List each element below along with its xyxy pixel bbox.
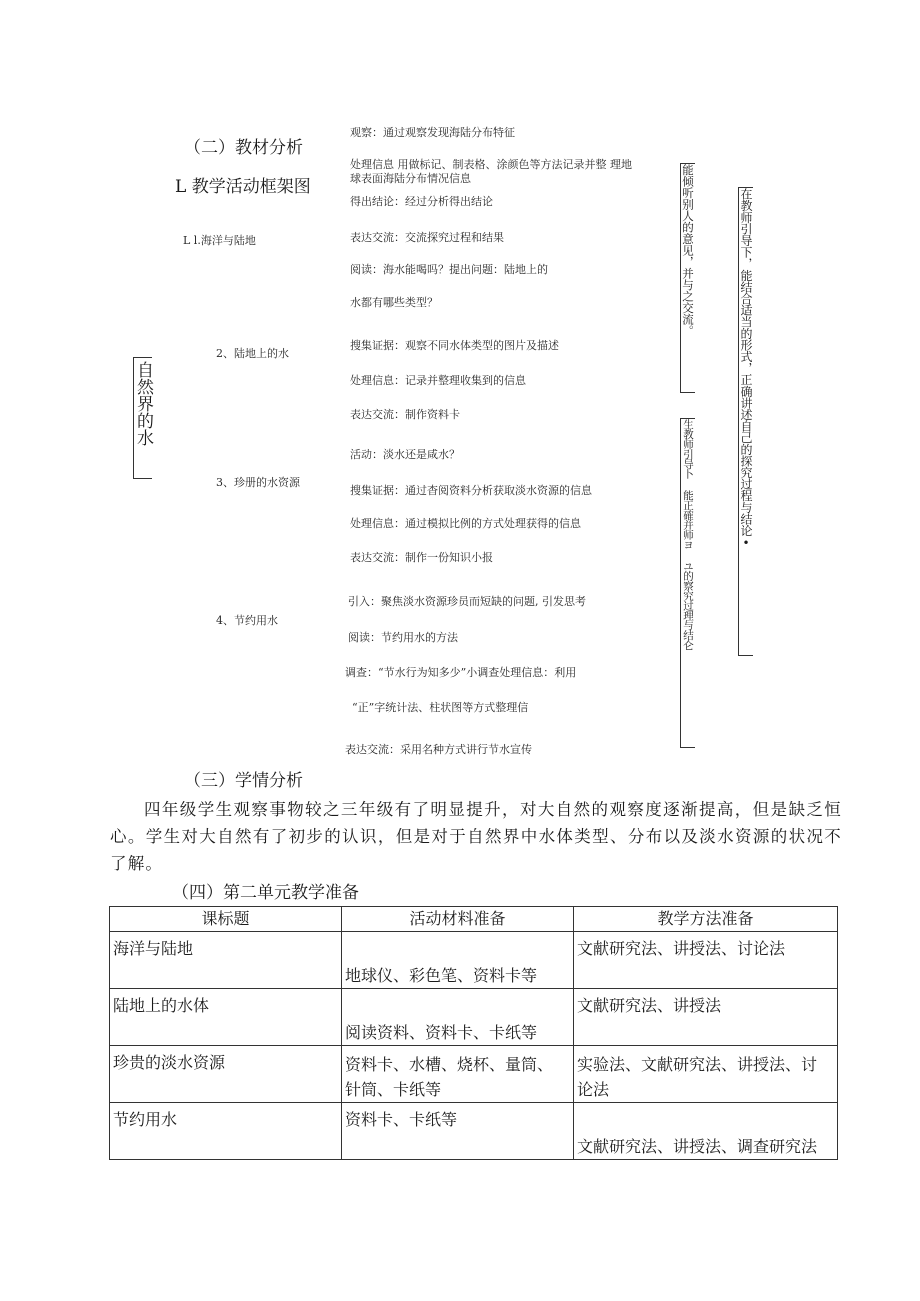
section-prep-heading: （四）第二单元教学准备: [172, 883, 359, 903]
table-header-row: [110, 907, 838, 932]
topic-water-resources: 3、珍册的水资源: [216, 476, 300, 489]
activity-line: 搜集证据：观察不同水体类型的图片及描述: [350, 339, 559, 352]
students-paragraph: 四年级学生观察事物较之三年级有了明显提升，对大自然的观察度逐渐提高，但是缺乏恒心。学生对大自然有了初步的认识，但是对于自然界中水体类型、分布以及淡水资源的状况不了解。: [110, 800, 842, 873]
row-title: 海洋与陆地: [113, 939, 194, 958]
topic-save-water: 4、节约用水: [216, 614, 278, 627]
activity-line: 处理信息：通过模拟比例的方式处理获得的信息: [350, 517, 581, 530]
activity-line: “正”字统计法、柱状图等方式整理信: [352, 701, 529, 714]
goal-box-listen: [680, 163, 695, 393]
goal-box-guided: [680, 418, 695, 748]
row-materials: 阅读资料、资料卡、卡纸等: [345, 1023, 538, 1042]
row-title: 珍贵的淡水资源: [113, 1053, 226, 1072]
table-row: [110, 1046, 838, 1103]
header-materials: 活动材料准备: [342, 907, 574, 932]
header-methods: 教学方法准备: [574, 907, 838, 932]
row-methods: 文献研究法、讲授法: [577, 996, 722, 1015]
table-row: [110, 1103, 838, 1160]
row-methods: 文献研究法、讲授法、讨论法: [577, 939, 786, 958]
goal-express-text: 在教师引导下，能结合适当的形式，正确讲述自己的探究过程与结论•: [739, 188, 753, 550]
activity-line: 表达交流：制作一份知识小报: [350, 551, 493, 564]
header-title: 课标题: [110, 907, 342, 932]
activity-line: 表达交流：制作资料卡: [350, 408, 460, 421]
activity-line: 处理信息：记录并整理收集到的信息: [350, 374, 526, 387]
activity-line: 表达交流：采用名种方式讲行节水宣传: [345, 743, 532, 756]
section-students-heading: （三）学情分析: [184, 771, 303, 791]
activity-line: 得出结论：经过分析得出结论: [350, 195, 493, 208]
table-row: [110, 932, 838, 989]
topic-ocean-land: L l.海洋与陆地: [183, 234, 256, 247]
row-methods: 实验法、文献研究法、讲授法、讨论法: [577, 1055, 818, 1099]
activity-line: 活动：淡水还是咸水？: [350, 448, 460, 461]
goal-guided-text: 生教师引导卜 能正確并师ヨ ユ的察究过理与结仑: [682, 419, 694, 650]
activity-line: 搜集证据：通过杳阅资料分析获取淡水资源的信息: [350, 484, 592, 497]
activity-line: 引入：聚焦淡水资源珍员而短缺的问题, 引发思考: [348, 595, 586, 608]
row-title: 陆地上的水体: [113, 996, 210, 1015]
goal-listen-text: 能倾听别人的意见，并与之交流。: [681, 164, 695, 337]
row-methods: 文献研究法、讲授法、调查研究法: [577, 1137, 818, 1156]
row-materials: 资料卡、水槽、烧杯、量筒、针筒、卡纸等: [345, 1055, 554, 1099]
goal-box-express: [738, 187, 753, 656]
section-materials-heading: （二）教材分析: [184, 138, 303, 158]
topic-land-water: 2、陆地上的水: [216, 347, 289, 360]
unit-title-box: [133, 357, 152, 479]
table-row: [110, 989, 838, 1046]
activity-line: 观察：通过观察发现海陆分布特征: [350, 126, 515, 139]
activity-line: 表达交流：交流探究过程和结果: [350, 231, 504, 244]
unit-title: 自然界的水: [133, 361, 153, 446]
activity-line: 阅读：节约用水的方法: [348, 631, 458, 644]
row-title: 节约用水: [113, 1110, 178, 1129]
activity-line: 阅读：海水能喝吗？提出问题：陆地上的: [350, 263, 548, 276]
row-materials: 资料卡、卡纸等: [345, 1110, 458, 1129]
activity-line: 调查：“节水行为知多少”小调查处理信息：利用: [345, 666, 577, 679]
activity-line: 水都有哪些类型？: [350, 296, 438, 309]
row-materials: 地球仪、彩色笔、资料卡等: [345, 966, 538, 985]
activity-line: 处理信息 用做标记、制表格、涂颜色等方法记录并整 理地: [350, 158, 632, 171]
section-framework-heading: L 教学活动框架图: [175, 177, 311, 197]
prep-table: [109, 906, 838, 1160]
activity-line: 球表面海陆分布情况信息: [350, 172, 471, 185]
